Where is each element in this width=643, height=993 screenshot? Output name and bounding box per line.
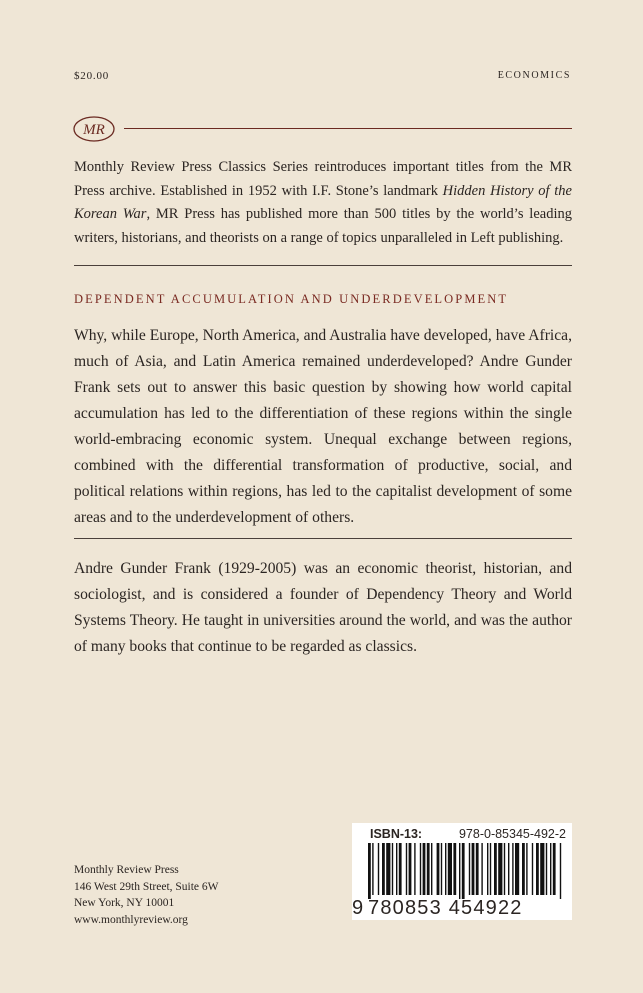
barcode-bar [378, 843, 379, 895]
barcode-bar [498, 843, 502, 895]
author-bio: Andre Gunder Frank (1929-2005) was an economic theorist, historian, and sociologist, and is considered a founder of Dependency Theory and World Systems Theory. He taught in universities around the world, and was the author of many books that continue to be regarded as classics. [74, 560, 572, 655]
intro-text-before: Monthly Review Press Classics Series reintroduces important titles from the MR Press archive. Established in 1952 with I.F. Stone’s landmark [74, 159, 572, 199]
barcode-bar [420, 843, 421, 895]
barcode-bar [396, 843, 397, 895]
barcode-bar [512, 843, 513, 895]
barcode-bar [399, 843, 402, 895]
barcode-bar [386, 843, 390, 895]
barcode-bar [487, 843, 488, 895]
barcode-bar [414, 843, 415, 895]
barcode-bar [560, 843, 561, 899]
barcode-bar [392, 843, 393, 895]
barcode-bar [441, 843, 442, 895]
barcode-bar [409, 843, 412, 895]
price-label: $20.00 [74, 70, 110, 82]
barcode-bar [372, 843, 373, 895]
publisher-city: New York, NY 10001 [74, 897, 175, 909]
barcode-bar [459, 843, 460, 899]
barcode-first-digit: 9 [352, 897, 365, 919]
barcode-bar [553, 843, 556, 895]
barcode-bar [490, 843, 491, 895]
barcode-bar [427, 843, 430, 895]
section-divider [74, 265, 572, 266]
barcode-bar [462, 843, 465, 899]
book-title-heading: DEPENDENT ACCUMULATION AND UNDERDEVELOPMENT [74, 292, 509, 306]
barcode-bar [368, 843, 371, 899]
barcode-bar [526, 843, 527, 895]
barcode-bar [532, 843, 533, 895]
barcode-bar [481, 843, 482, 895]
barcode-bars [352, 843, 572, 899]
isbn-label: ISBN-13: [370, 827, 423, 841]
publisher-address [74, 862, 219, 928]
barcode-bar [472, 843, 475, 895]
barcode-bar [476, 843, 479, 895]
barcode-bar [508, 843, 509, 895]
barcode-rest-digits: 780853 454922 [368, 897, 523, 919]
isbn-number: 978-0-85345-492-2 [458, 827, 566, 841]
barcode-bar [515, 843, 519, 895]
publisher-website: www.monthlyreview.org [74, 913, 188, 926]
barcode-bar [550, 843, 551, 895]
section-divider [74, 538, 572, 539]
barcode-bar [445, 843, 446, 895]
isbn-barcode [352, 823, 572, 920]
barcode-bar [494, 843, 497, 895]
barcode-bar [406, 843, 407, 895]
barcode-bar [469, 843, 470, 895]
barcode-bar [522, 843, 525, 895]
book-description: Why, while Europe, North America, and Australia have developed, have Africa, much of Asia, and Latin America remained underdeveloped? Andre Gunder Frank sets out to answer this basic question by showing how world capital accumulation has led to the differentiation of these regions within the single world-embracing economic system. Unequal exchange between regions, combined with the differential transformation of productive, social, and political relations within regions, has led to the capitalist development of some areas and to the underdevelopment of others. [74, 327, 572, 526]
barcode-bar [431, 843, 432, 895]
barcode-bar [453, 843, 456, 895]
publisher-logo-row [72, 114, 572, 144]
barcode-bar [437, 843, 440, 895]
publisher-name: Monthly Review Press [74, 864, 179, 876]
barcode-bar [423, 843, 426, 895]
barcode-bar [540, 843, 544, 895]
intro-book-title: Hidden History of the Korean War [74, 182, 572, 222]
barcode-bar [536, 843, 539, 895]
logo-divider [124, 128, 572, 129]
category-label: ECONOMICS [497, 70, 571, 81]
intro-text-after: , MR Press has published more than 500 titles by the world’s leading writers, historians, and theorists on a range of topics unparalleled in Left publishing. [74, 206, 572, 246]
logo-text: MR [83, 122, 105, 138]
barcode-bar [382, 843, 385, 895]
publisher-street: 146 West 29th Street, Suite 6W [74, 880, 219, 893]
mr-logo-icon [72, 114, 118, 144]
barcode-bar [546, 843, 547, 895]
barcode-bar [504, 843, 505, 895]
series-intro [74, 156, 572, 250]
barcode-bar [448, 843, 452, 895]
